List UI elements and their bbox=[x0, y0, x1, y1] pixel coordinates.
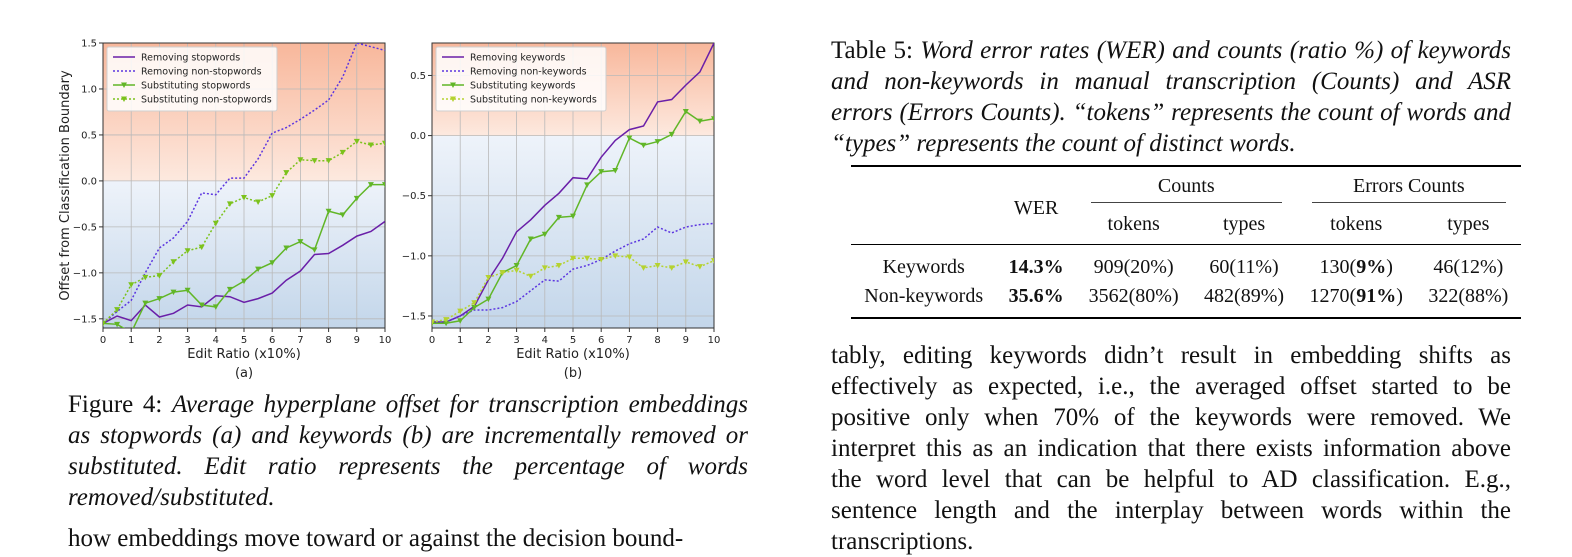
header-errors-types: types bbox=[1447, 212, 1490, 235]
legend-label: Removing stopwords bbox=[141, 52, 241, 64]
figure-4-label: Figure 4: bbox=[68, 391, 163, 418]
x-tick-label: 6 bbox=[269, 335, 276, 346]
legend-label: Substituting non-stopwords bbox=[141, 94, 272, 106]
row-count-tokens: 3562(80%) bbox=[1088, 284, 1179, 307]
table-5 bbox=[851, 165, 1521, 319]
y-tick-label: −1.0 bbox=[72, 268, 97, 280]
figure-4-caption bbox=[68, 389, 748, 513]
left-bottom-text: how embeddings move toward or against the decision bound- bbox=[68, 525, 684, 552]
x-tick-label: 5 bbox=[240, 335, 248, 346]
row-wer: 14.3% bbox=[1008, 255, 1064, 278]
row-label: Non-keywords bbox=[864, 284, 984, 307]
row-count-tokens: 909(20%) bbox=[1093, 255, 1174, 278]
x-tick-label: 9 bbox=[353, 335, 360, 346]
header-counts: Counts bbox=[1091, 175, 1282, 203]
chart-panel-b bbox=[395, 30, 725, 385]
table-5-label: Table 5: bbox=[831, 37, 914, 64]
x-tick-label: 3 bbox=[513, 335, 520, 346]
y-tick-label: 0.5 bbox=[410, 70, 426, 82]
y-tick-label: −1.5 bbox=[401, 311, 426, 323]
panel-label: (a) bbox=[234, 366, 254, 381]
x-tick-label: 1 bbox=[457, 335, 464, 346]
x-tick-label: 2 bbox=[485, 335, 492, 346]
x-axis-label: Edit Ratio (x10%) bbox=[516, 347, 630, 362]
chart-panel-a bbox=[50, 30, 400, 385]
header-counts-tokens: tokens bbox=[1107, 212, 1160, 235]
row-count-types: 482(89%) bbox=[1204, 284, 1285, 307]
y-tick-label: −1.5 bbox=[72, 314, 97, 326]
x-tick-label: 8 bbox=[325, 335, 332, 346]
legend-label: Removing non-stopwords bbox=[141, 66, 262, 78]
x-tick-label: 8 bbox=[654, 335, 661, 346]
x-tick-label: 7 bbox=[297, 335, 304, 346]
figure-4-text: Average hyperplane offset for transcription embeddings as stopwords (a) and keywords (b) are incrementally removed or substituted. Edit ratio represents the percentage of words removed/substituted. bbox=[68, 391, 748, 511]
x-tick-label: 10 bbox=[707, 335, 721, 346]
y-tick-label: −0.5 bbox=[72, 222, 97, 234]
right-paragraph: tably, editing keywords didn’t result in embedding shifts as effectively as expected, i.e., the averaged offset started to be positive only when 70% of the keywords were removed. We interpret this as an indication that there exists information above the word level that can be helpful to AD classification. E.g., sentence length and the interplay between words within the transcriptions. bbox=[831, 342, 1511, 555]
x-tick-label: 3 bbox=[184, 335, 191, 346]
x-tick-label: 6 bbox=[598, 335, 605, 346]
legend-label: Substituting keywords bbox=[470, 80, 576, 92]
row-err-tokens: 130(9%) bbox=[1319, 255, 1393, 278]
legend-label: Removing keywords bbox=[470, 52, 566, 64]
y-axis-label: Offset from Classification Boundary bbox=[58, 70, 73, 301]
header-errors-counts: Errors Counts bbox=[1312, 175, 1506, 203]
header-wer: WER bbox=[1013, 196, 1059, 219]
y-tick-label: 1.0 bbox=[81, 84, 97, 96]
x-tick-label: 2 bbox=[156, 335, 163, 346]
x-tick-label: 0 bbox=[428, 335, 436, 346]
x-axis-label: Edit Ratio (x10%) bbox=[187, 347, 301, 362]
x-tick-label: 4 bbox=[541, 335, 548, 346]
header-errors-tokens: tokens bbox=[1330, 212, 1383, 235]
row-count-types: 60(11%) bbox=[1209, 255, 1279, 278]
x-tick-label: 4 bbox=[212, 335, 219, 346]
y-tick-label: −1.0 bbox=[401, 251, 426, 263]
table-5-text: Word error rates (WER) and counts (ratio %) of keywords and non-keywords in manual transcription (Counts) and ASR errors (Errors Counts). “tokens” represents the count of words and “types” represents the count of distinct words. bbox=[831, 37, 1512, 157]
x-tick-label: 5 bbox=[569, 335, 577, 346]
x-tick-label: 9 bbox=[682, 335, 689, 346]
panel-label: (b) bbox=[563, 366, 583, 381]
legend-label: Substituting stopwords bbox=[141, 80, 251, 92]
row-err-types: 46(12%) bbox=[1433, 255, 1504, 278]
y-tick-label: 1.5 bbox=[81, 38, 97, 50]
table-row bbox=[851, 281, 1521, 311]
row-label: Keywords bbox=[882, 255, 965, 278]
legend-label: Substituting non-keywords bbox=[470, 94, 597, 106]
y-tick-label: 0.0 bbox=[81, 176, 97, 188]
header-counts-types: types bbox=[1222, 212, 1266, 235]
x-tick-label: 10 bbox=[378, 335, 392, 346]
y-tick-label: −0.5 bbox=[401, 191, 426, 203]
x-tick-label: 7 bbox=[626, 335, 633, 346]
row-err-types: 322(88%) bbox=[1428, 284, 1509, 307]
table-row bbox=[851, 253, 1521, 281]
row-wer: 35.6% bbox=[1008, 284, 1064, 307]
y-tick-label: 0.0 bbox=[410, 131, 426, 143]
x-tick-label: 0 bbox=[99, 335, 107, 346]
legend-label: Removing non-keywords bbox=[470, 66, 587, 78]
row-err-tokens: 1270(91%) bbox=[1309, 284, 1403, 307]
table-5-caption bbox=[831, 35, 1511, 159]
y-tick-label: 0.5 bbox=[81, 130, 97, 142]
x-tick-label: 1 bbox=[128, 335, 135, 346]
